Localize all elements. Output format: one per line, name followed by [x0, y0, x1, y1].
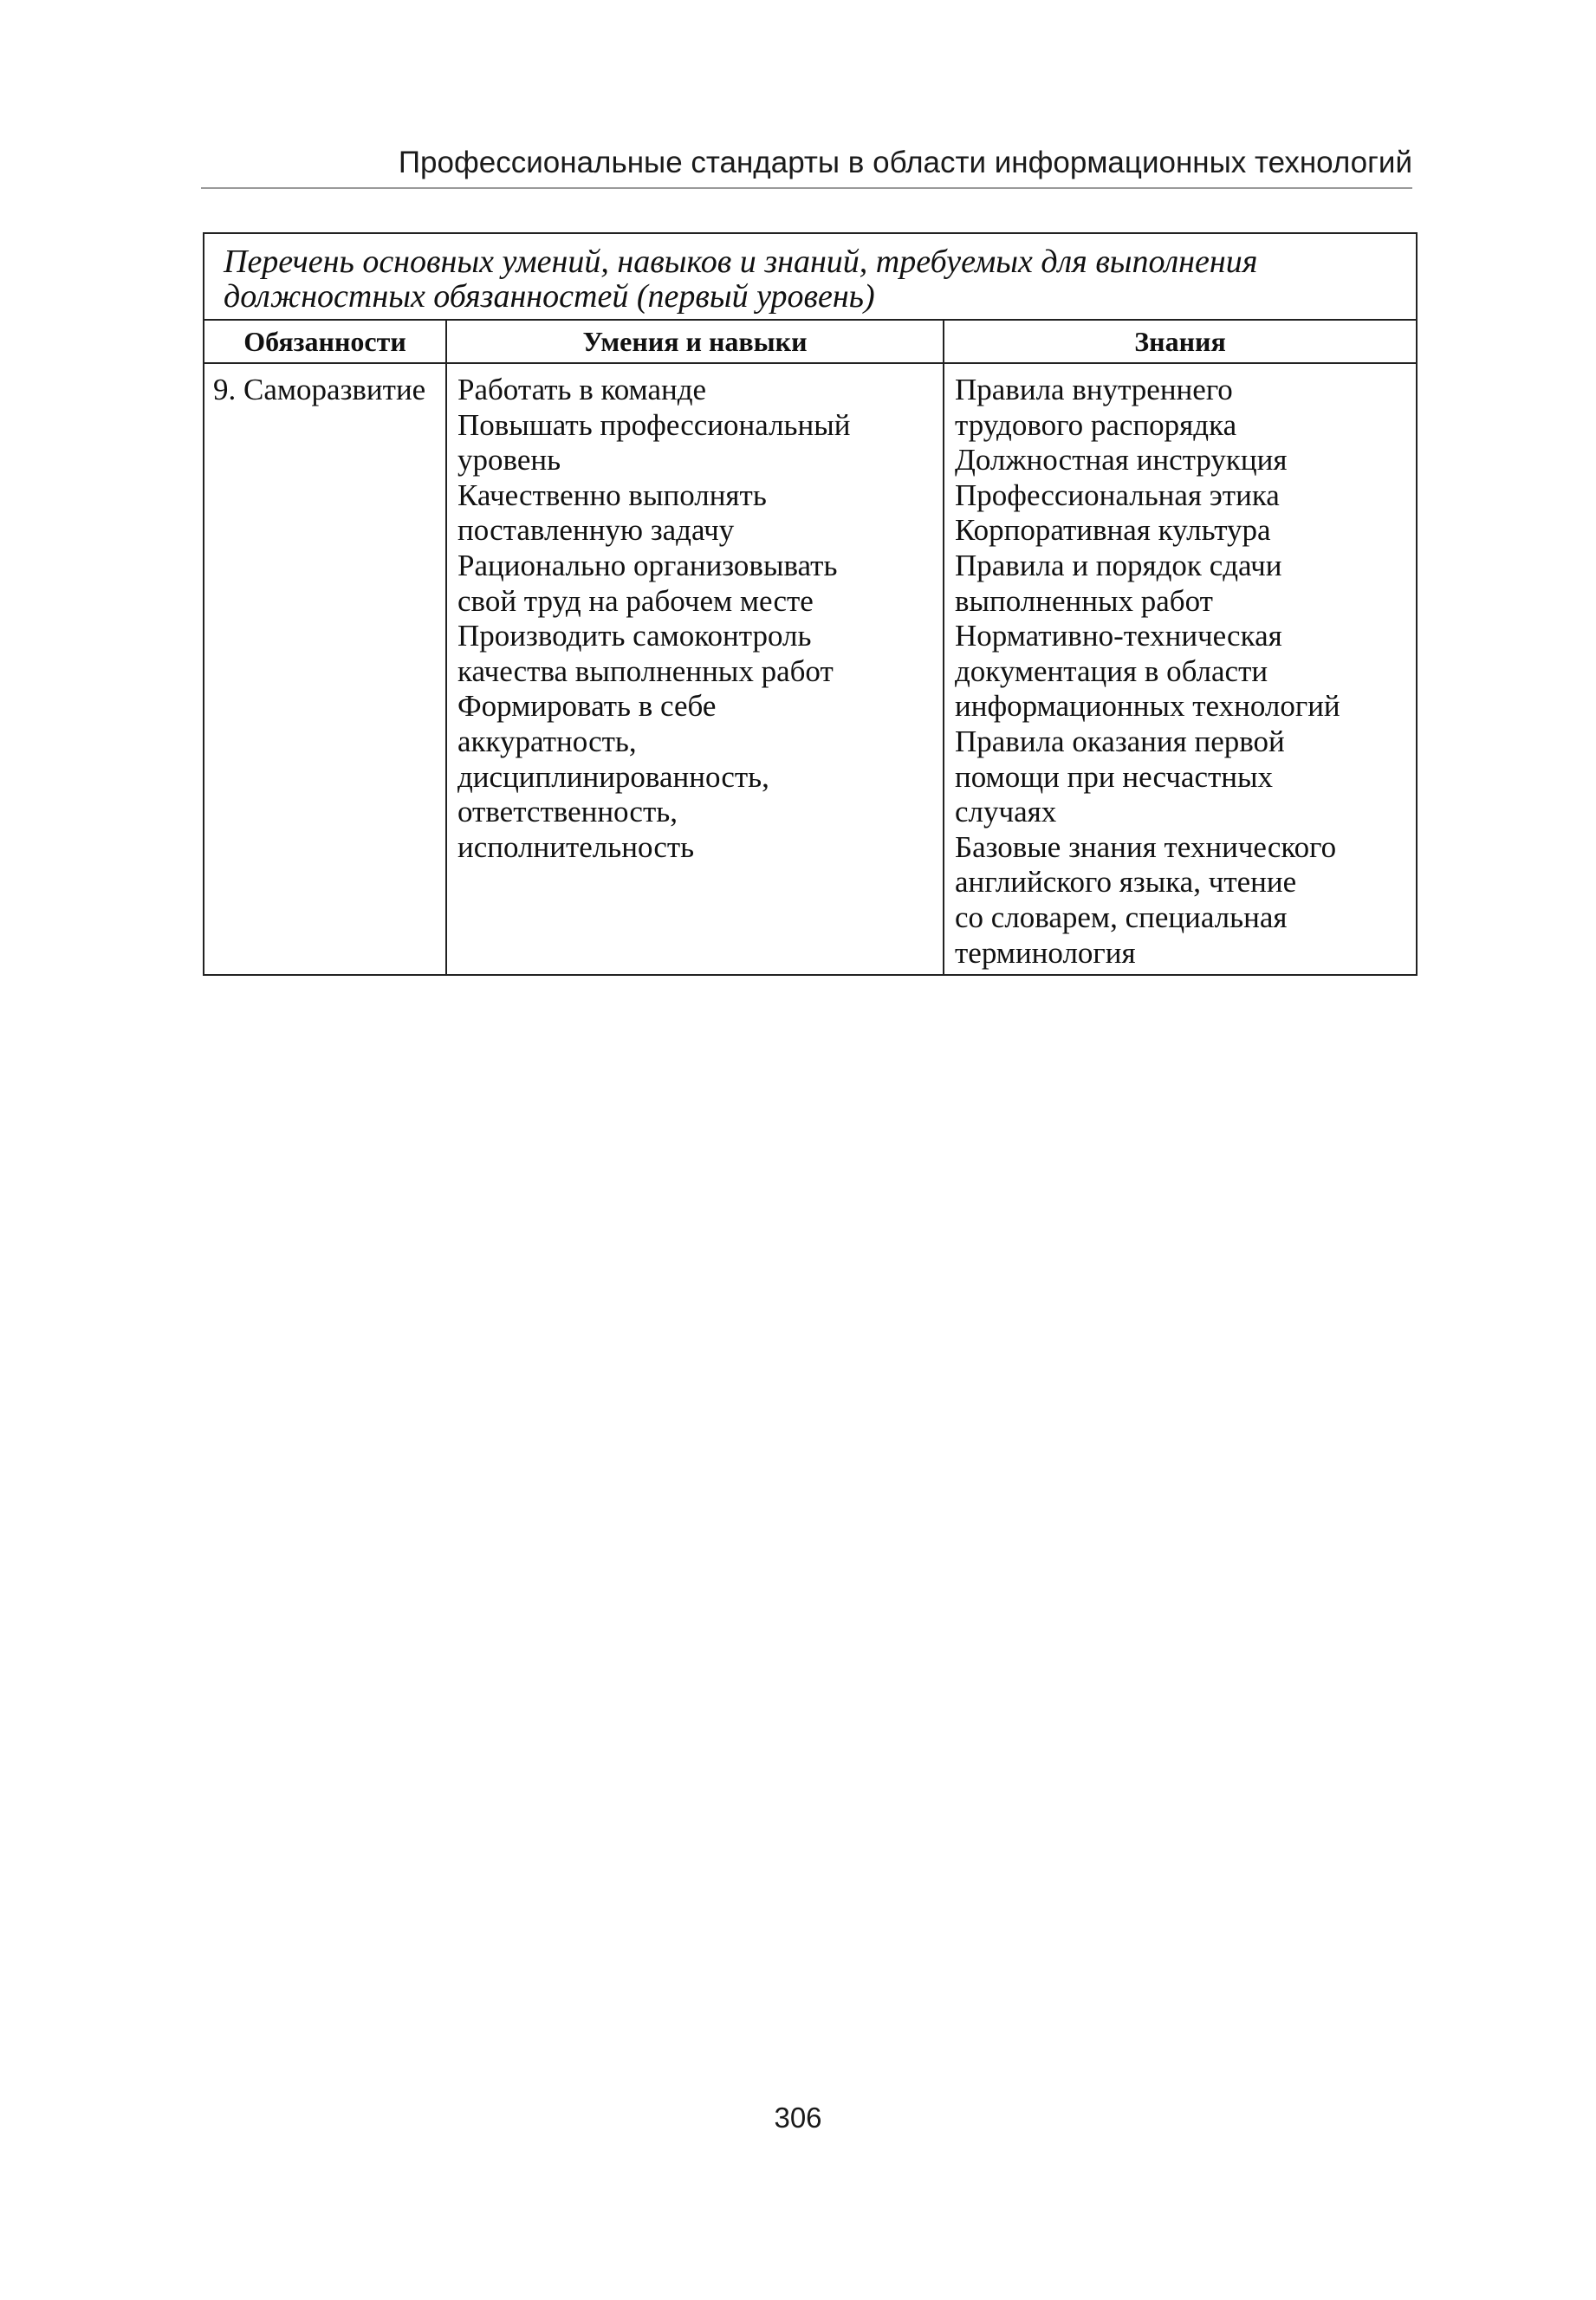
table-caption — [204, 233, 1417, 320]
skill-line: поставленную задачу — [457, 513, 735, 548]
knowledge-line: Правила оказания первой — [955, 724, 1285, 758]
table-caption-row — [204, 233, 1417, 320]
column-header-row — [204, 320, 1417, 363]
knowledge-line: терминология — [955, 935, 1136, 970]
skills-cell — [446, 363, 944, 975]
knowledge-line: со словарем, специальная — [955, 900, 1288, 934]
running-head-title: Профессиональные стандарты в области информационных технологий — [398, 146, 1412, 179]
duties-table — [203, 232, 1418, 976]
duty-cell — [204, 363, 446, 975]
knowledge-line: Профессиональная этика — [955, 478, 1280, 512]
knowledge-cell — [944, 363, 1417, 975]
page-number: 306 — [774, 2102, 822, 2134]
caption-line-1: Перечень основных умений, навыков и знаний, требуемых для выполнения — [224, 244, 1258, 280]
knowledge-line: Корпоративная культура — [955, 513, 1271, 548]
duty-text: 9. Саморазвитие — [213, 373, 426, 406]
knowledge-line: случаях — [955, 795, 1057, 829]
knowledge-line: трудового распорядка — [955, 407, 1237, 442]
skill-line: Работать в команде — [457, 373, 707, 406]
skill-line: дисциплинированность, — [457, 759, 769, 794]
skill-line: аккуратность, — [457, 724, 637, 758]
header-rule — [201, 187, 1412, 189]
knowledge-line: Должностная инструкция — [955, 443, 1288, 478]
skill-line: свой труд на рабочем месте — [457, 583, 814, 618]
table-row — [204, 363, 1417, 975]
knowledge-line: Правила и порядок сдачи — [955, 548, 1282, 582]
knowledge-line: выполненных работ — [955, 583, 1213, 618]
knowledge-line: помощи при несчастных — [955, 759, 1274, 794]
skill-line: Производить самоконтроль — [457, 619, 812, 653]
knowledge-line: Базовые знания технического — [955, 829, 1337, 864]
knowledge-line: документация в области — [955, 653, 1268, 688]
skill-line: Повышать профессиональный — [457, 407, 851, 442]
knowledge-line: Правила внутреннего — [955, 373, 1233, 406]
skill-line: исполнительность — [457, 829, 695, 864]
knowledge-line: информационных технологий — [955, 689, 1340, 724]
column-header-knowledge: Знания — [944, 320, 1417, 363]
skill-line: Рационально организовывать — [457, 548, 838, 582]
skill-line: уровень — [457, 443, 561, 478]
skill-line: ответственность, — [457, 795, 678, 829]
skill-line: Формировать в себе — [457, 689, 717, 724]
knowledge-line: английского языка, чтение — [955, 865, 1297, 900]
knowledge-line: Нормативно-техническая — [955, 619, 1282, 653]
caption-line-2: должностных обязанностей (первый уровень) — [224, 278, 875, 315]
skill-line: Качественно выполнять — [457, 478, 767, 512]
column-header-duties: Обязанности — [204, 320, 446, 363]
column-header-skills: Умения и навыки — [446, 320, 944, 363]
skill-line: качества выполненных работ — [457, 653, 834, 688]
